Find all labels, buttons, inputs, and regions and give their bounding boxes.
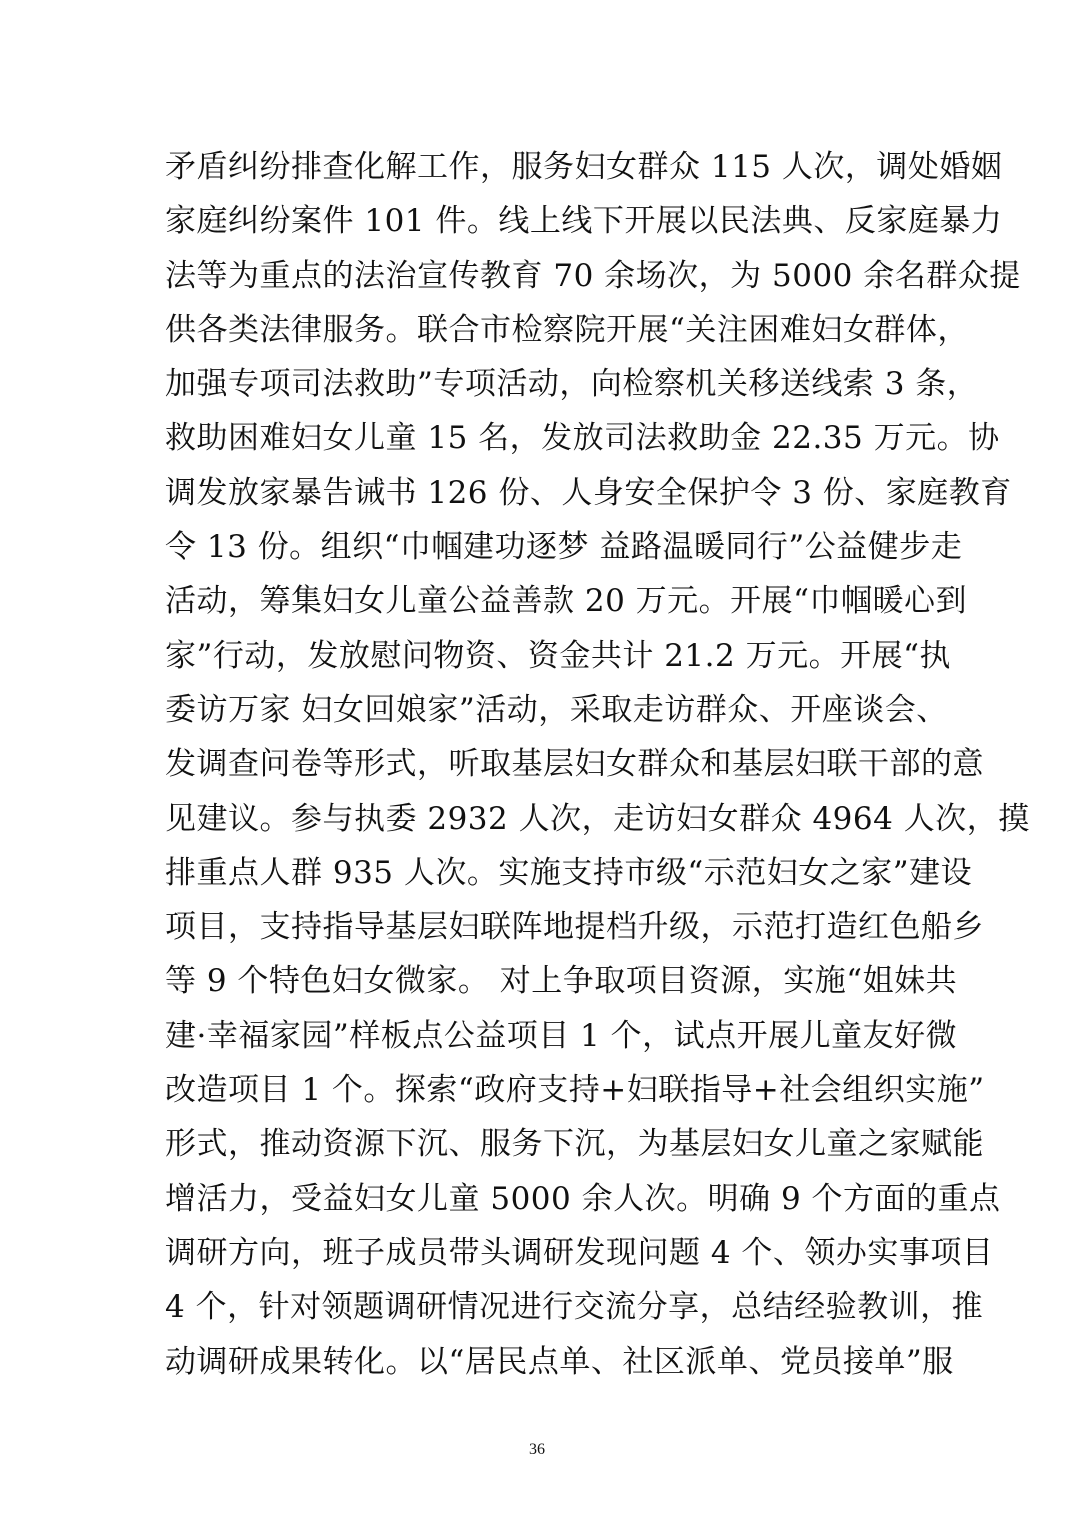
text-line: 法等为重点的法治宣传教育 70 余场次，为 5000 余名群众提 [165,257,1021,294]
text-line: 调发放家暴告诫书 126 份、人身安全保护令 3 份、家庭教育 [165,474,1012,511]
text-line: 令 13 份。组织“巾帼建功逐梦 益路温暖同行”公益健步走 [165,529,963,566]
text-line: 形式，推动资源下沉、服务下沉，为基层妇女儿童之家赋能 [165,1126,984,1163]
text-line: 救助困难妇女儿童 15 名，发放司法救助金 22.35 万元。协 [165,420,1000,457]
text-line: 等 9 个特色妇女微家。 对上争取项目资源，实施“姐妹共 [165,963,958,1000]
text-line: 建·幸福家园”样板点公益项目 1 个，试点开展儿童友好微 [165,1017,958,1054]
text-line: 家庭纠纷案件 101 件。线上线下开展以民法典、反家庭暴力 [165,203,1003,240]
page-number: 36 [529,1441,545,1458]
text-line: 委访万家 妇女回娘家”活动，采取走访群众、开座谈会、 [165,691,948,728]
text-line: 排重点人群 935 人次。实施支持市级“示范妇女之家”建设 [165,854,973,891]
text-line: 项目，支持指导基层妇联阵地提档升级，示范打造红色船乡 [165,909,984,946]
text-line: 调研方向，班子成员带头调研发现问题 4 个、领办实事项目 [165,1234,994,1271]
body-text [165,140,1030,1389]
text-line: 活动，筹集妇女儿童公益善款 20 万元。开展“巾帼暖心到 [165,583,967,620]
text-line: 改造项目 1 个。探索“政府支持+妇联指导+社会组织实施” [165,1072,985,1109]
text-line: 发调查问卷等形式，听取基层妇女群众和基层妇联干部的意 [165,746,984,783]
text-line: 4 个，针对领题调研情况进行交流分享，总结经验教训，推 [165,1289,984,1326]
text-line: 增活力，受益妇女儿童 5000 余人次。明确 9 个方面的重点 [165,1180,1001,1217]
text-line: 家”行动，发放慰问物资、资金共计 21.2 万元。开展“执 [165,637,951,674]
text-line: 动调研成果转化。以“居民点单、社区派单、党员接单”服 [165,1343,954,1380]
text-line: 供各类法律服务。联合市检察院开展“关注困难妇女群体， [165,311,969,348]
text-line: 矛盾纠纷排查化解工作，服务妇女群众 115 人次，调处婚姻 [165,149,1003,185]
text-line: 见建议。参与执委 2932 人次，走访妇女群众 4964 人次，摸 [165,800,1030,837]
text-line: 加强专项司法救助”专项活动，向检察机关移送线索 3 条， [165,366,979,403]
